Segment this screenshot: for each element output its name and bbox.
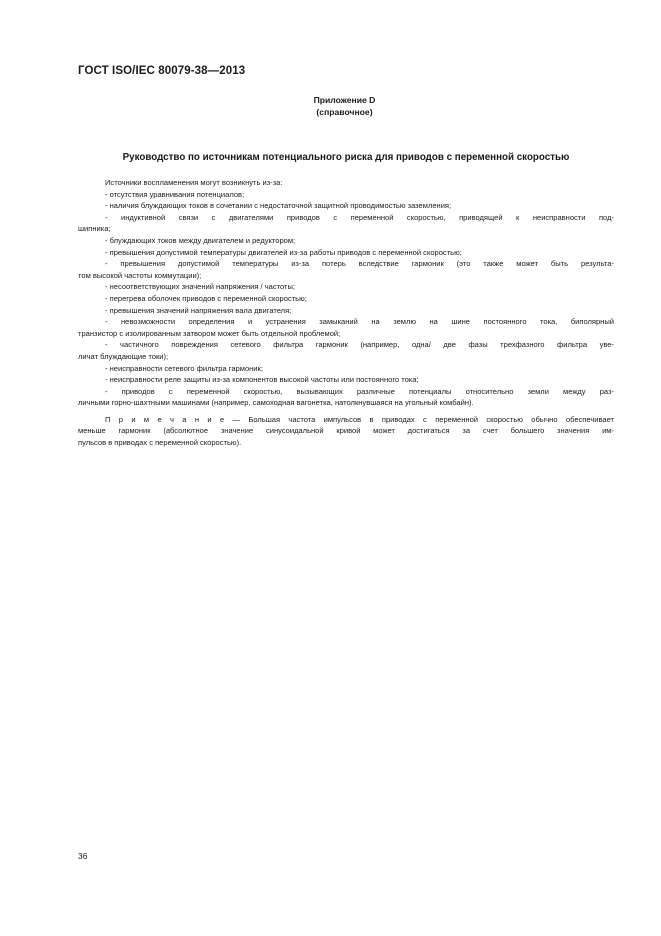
note-paragraph xyxy=(78,414,614,449)
list-item-line: - частичного повреждения сетевого фильтра гармоник (например, одна/ две фазы трехфазного фильтра уве- xyxy=(105,340,614,350)
list-item-line: том высокой частоты коммутации); xyxy=(78,270,202,280)
note-line: П р и м е ч а н и е — Большая частота импульсов в приводах с переменной скоростью обычно обеспечивает xyxy=(105,414,614,424)
section-title: Руководство по источникам потенциального риска для приводов с переменной скоростью xyxy=(122,152,570,163)
list-item-line: личными горно-шахтными машинами (например, самоходная вагонетка, натолкнувшаяся на угольный комбайн). xyxy=(78,398,474,408)
list-item-line: - несоответствующих значений напряжения / частоты; xyxy=(105,282,295,292)
appendix-kind: (справочное) xyxy=(316,107,373,117)
list-item-line: - блуждающих токов между двигателем и редуктором; xyxy=(105,235,296,245)
hazard-list xyxy=(78,189,614,409)
list-item-line: - невозможности определения и устранения замыканий на землю на шине постоянного тока, биполярный xyxy=(105,317,614,327)
appendix-heading xyxy=(0,94,661,118)
intro-paragraph: Источники воспламенения могут возникнуть из-за: xyxy=(105,178,283,187)
note-line: меньше гармоник (абсолютное значение синусоидальной кривой может достигаться за счет большего значения им- xyxy=(78,426,614,436)
list-item-line: - превышения допустимой температуры двигателей из-за работы приводов с переменной скоростью; xyxy=(105,247,462,257)
list-item-line: - индуктивной связи с двигателями приводов с переменной скоростью, приводящей к неисправности под- xyxy=(105,212,614,222)
standard-header: ГОСТ ISO/IEC 80079-38—2013 xyxy=(78,65,246,77)
list-item-line: личат блуждающие токи); xyxy=(78,351,169,361)
list-item-line: - перегрева оболочек приводов с переменной скоростью; xyxy=(105,293,307,303)
page-number: 36 xyxy=(78,851,88,861)
list-item-line: - наличия блуждающих токов в сочетании с недостаточной защитной проводимостью заземления; xyxy=(105,201,452,211)
list-item-line: - превышения значений напряжения вала двигателя; xyxy=(105,305,292,315)
list-item-line: - неисправности сетевого фильтра гармоник; xyxy=(105,363,263,373)
list-item-line: - отсутствия уравнивания потенциалов; xyxy=(105,189,245,199)
body-text xyxy=(78,177,614,449)
list-item-line: - неисправности реле защиты из-за компонентов высокой частоты или постоянного тока; xyxy=(105,375,419,385)
note-line: пульсов в приводах с переменной скоростью). xyxy=(78,438,242,448)
list-item-line: - превышения допустимой температуры из-за потерь вследствие гармоник (это также может быть результа- xyxy=(105,259,614,269)
list-item-line: транзистор с изолированным затвором может быть отдельной проблемой; xyxy=(78,328,341,338)
appendix-title: Приложение D xyxy=(313,95,376,105)
list-item-line: - приводов с переменной скоростью, вызывающих различные потенциалы относительно земли между раз- xyxy=(105,386,614,396)
list-item-line: шипника; xyxy=(78,224,111,234)
